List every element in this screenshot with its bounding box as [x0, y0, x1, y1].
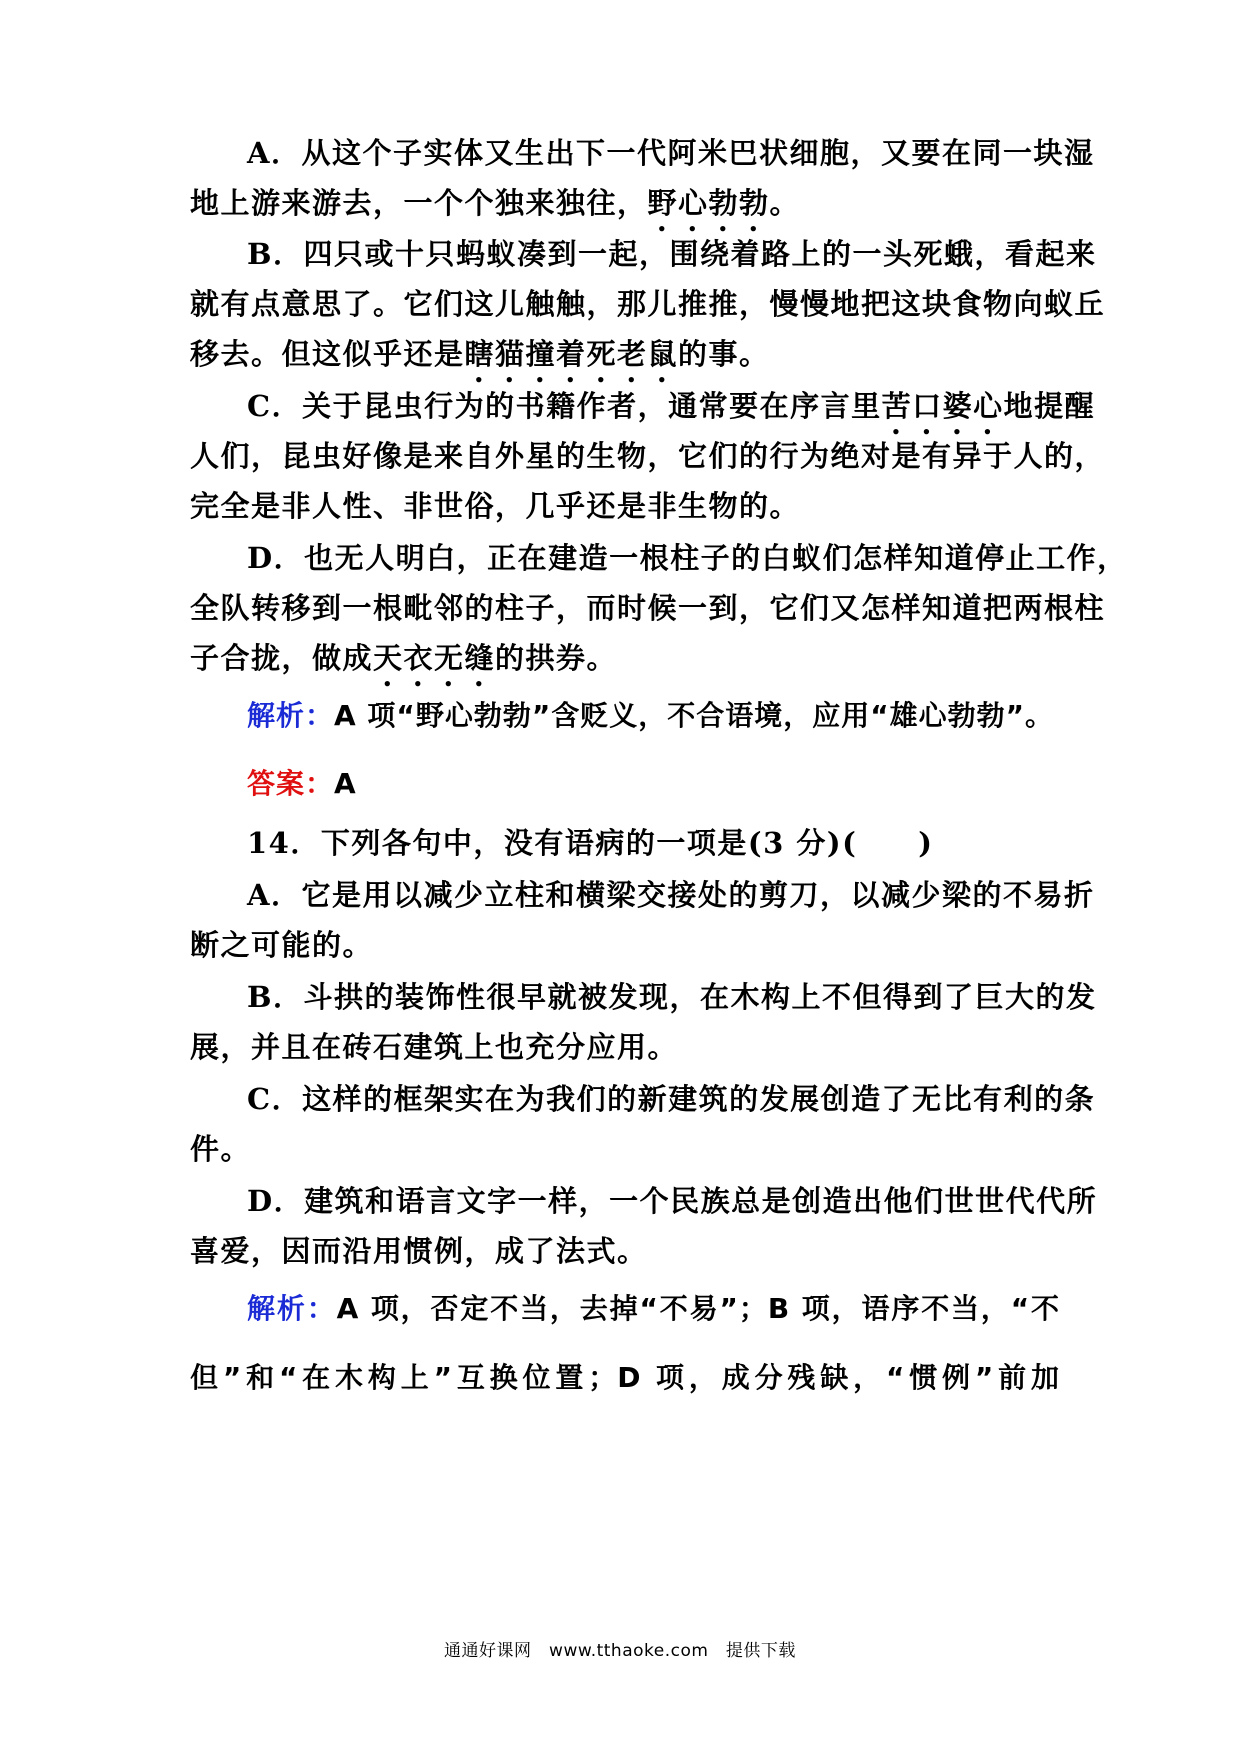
emphasized-idiom: 瞎猫撞着死老鼠 — [464, 337, 679, 371]
q13-explanation — [247, 696, 1060, 736]
explanation-label: 解析： — [247, 699, 335, 732]
q14-option-b-line2: 展，并且在砖石建筑上也充分应用。 — [190, 1030, 679, 1064]
explanation-text: A 项“野心勃勃”含贬义，不合语境，应用“雄心勃勃”。 — [334, 699, 1055, 732]
answer-label: 答案： — [247, 767, 335, 800]
explanation-text: A 项，否定不当，去掉“不易”；B 项，语序不当，“不 — [336, 1292, 1060, 1325]
q14-option-a-line2: 断之可能的。 — [190, 928, 374, 962]
q14-option-d-line2: 喜爱，因而沿用惯例，成了法式。 — [190, 1234, 648, 1268]
q14-explanation-line1 — [247, 1289, 1060, 1329]
q14-explanation-line2: 但”和“在木构上”互换位置；D 项，成分残缺，“惯例”前加 — [190, 1361, 1060, 1394]
q13-option-b-line1: B．四只或十只蚂蚁凑到一起，围绕着路上的一头死蛾，看起来 — [247, 237, 1097, 271]
q14-option-d-line1: D．建筑和语言文字一样，一个民族总是创造出他们世世代代所 — [247, 1184, 1098, 1218]
q13-answer — [247, 764, 1060, 804]
q13-option-c-line1 — [247, 386, 1096, 441]
emphasized-idiom: 苦口婆心 — [881, 389, 1004, 423]
emphasized-idiom: 天衣无缝 — [373, 641, 496, 675]
text: 。 — [769, 186, 801, 220]
q13-option-b-line3 — [190, 334, 1060, 389]
answer-text: A — [334, 767, 357, 800]
text: 地提醒 — [1003, 389, 1096, 423]
q14-stem: 14．下列各句中，没有语病的一项是(3 分)( ) — [247, 826, 934, 860]
text: 子合拢，做成 — [190, 641, 374, 675]
q13-option-a-line2 — [190, 183, 1060, 238]
text: 移去。但这似乎还是 — [190, 337, 465, 371]
q14-option-b-line1: B．斗拱的装饰性很早就被发现，在木构上不但得到了巨大的发 — [247, 980, 1097, 1014]
q13-option-a-line1: A．从这个子实体又生出下一代阿米巴状细胞，又要在同一块湿 — [247, 136, 1095, 170]
text: 的拱券。 — [495, 641, 618, 675]
text: 的事。 — [678, 337, 770, 371]
text: C．关于昆虫行为的书籍作者，通常要在序言里 — [247, 389, 882, 423]
q13-option-c-line3: 完全是非人性、非世俗，几乎还是非生物的。 — [190, 489, 801, 523]
q13-option-c-line2: 人们，昆虫好像是来自外星的生物，它们的行为绝对是有异于人的， — [190, 439, 1106, 473]
emphasized-idiom: 野心勃勃 — [647, 186, 770, 220]
q14-option-a-line1: A．它是用以减少立柱和横梁交接处的剪刀，以减少梁的不易折 — [247, 878, 1095, 912]
q14-option-c-line1: C．这样的框架实在为我们的新建筑的发展创造了无比有利的条 — [247, 1082, 1096, 1116]
page-footer: 通通好课网 www.tthaoke.com 提供下载 — [444, 1641, 796, 1661]
q14-option-c-line2: 件。 — [190, 1132, 252, 1166]
q13-option-b-line2: 就有点意思了。它们这儿触触，那儿推推，慢慢地把这块食物向蚁丘 — [190, 287, 1106, 321]
q13-option-d-line3 — [190, 638, 1060, 693]
q13-option-d-line1: D．也无人明白，正在建造一根柱子的白蚁们怎样知道停止工作， — [247, 541, 1128, 575]
q13-option-d-line2: 全队转移到一根毗邻的柱子，而时候一到，它们又怎样知道把两根柱 — [190, 591, 1106, 625]
text: 地上游来游去，一个个独来独往， — [190, 186, 648, 220]
explanation-label: 解析： — [247, 1292, 337, 1325]
